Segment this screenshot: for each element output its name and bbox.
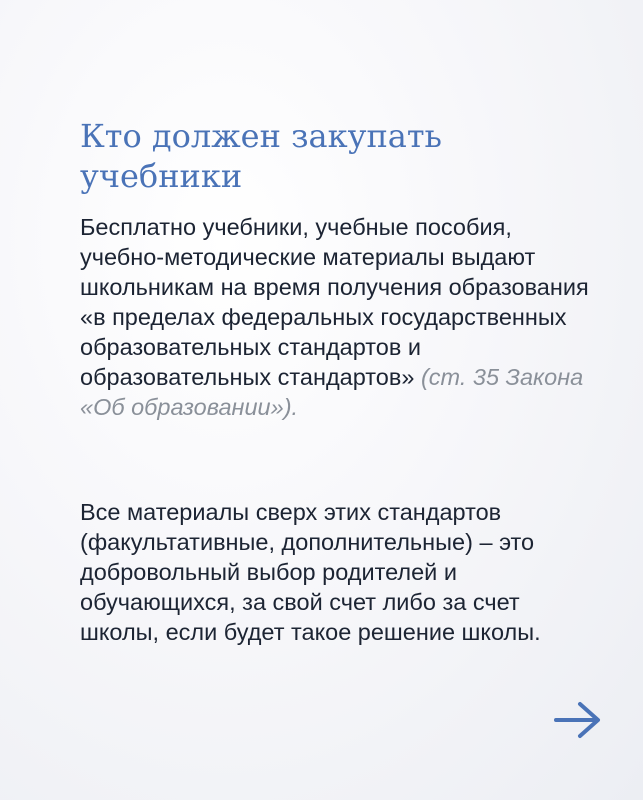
paragraph-extra-materials: Все материалы сверх этих стандартов (факультативные, дополнительные) – это добровольный выбор родителей и обучающихся, за свой счет либо за счет школы, если будет такое решение школы. — [80, 499, 541, 645]
slide-title: Кто должен закупать учебники — [80, 117, 442, 195]
paragraph-free-textbooks — [80, 212, 600, 422]
arrow-right-icon[interactable] — [553, 700, 603, 740]
paragraph-1-text: Бесплатно учебники, учебные пособия, учебно-методические материалы выдают школьникам на время получения образования «в пределах федеральных государственных образовательных стандартов и образовательных стандартов» — [80, 214, 589, 390]
law-citation: (ст. 35 Закона «Об образовании»). — [80, 364, 584, 420]
